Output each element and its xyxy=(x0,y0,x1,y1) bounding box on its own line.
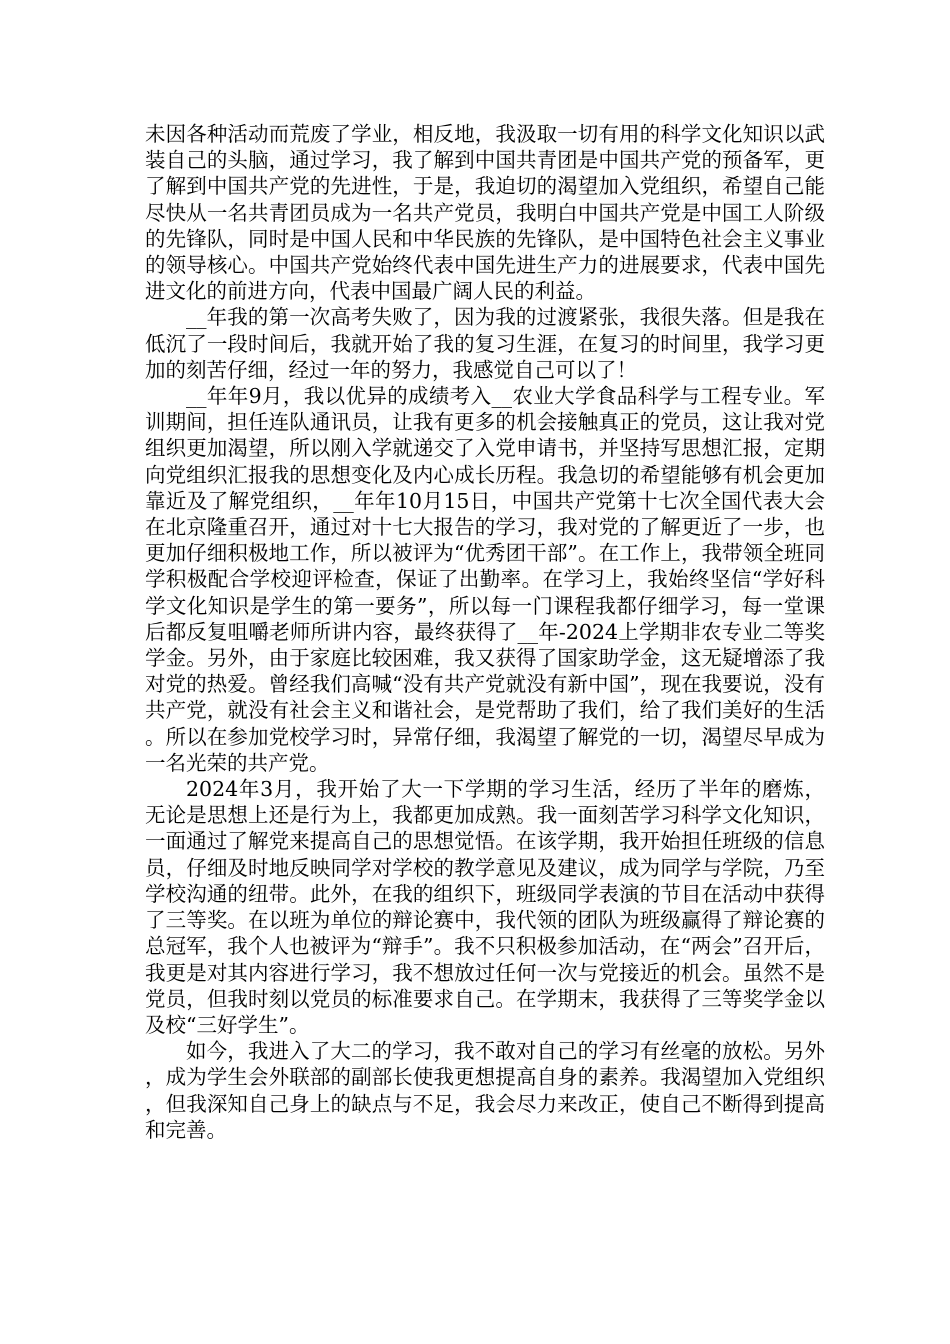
paragraph-3: __年年9月，我以优异的成绩考入__农业大学食品科学与工程专业。军训期间，担任连队通讯员，让我有更多的机会接触真正的党员，这让我对党组织更加渴望，所以刚入学就递交了入党申请书，并坚持写思想汇报，定期向党组织汇报我的思想变化及内心成长历程。我急切的希望能够有机会更加靠近及了解党组织，__年年10月15日，中国共产党第十七次全国代表大会在北京隆重召开，通过对十七大报告的学习，我对党的了解更近了一步，也更加仔细积极地工作，所以被评为“优秀团干部”。在工作上，我带领全班同学积极配合学校迎评检查，保证了出勤率。在学习上，我始终坚信“学好科学文化知识是学生的第一要务”，所以每一门课程我都仔细学习，每一堂课后都反复咀嚼老师所讲内容，最终获得了__年-2024上学期非农专业二等奖学金。另外，由于家庭比较困难，我又获得了国家助学金，这无疑增添了我对党的热爱。曾经我们高喊“没有共产党就没有新中国”，现在我要说，没有共产党，就没有社会主义和谐社会，是党帮助了我们，给了我们美好的生活。所以在参加党校学习时，异常仔细，我渴望了解党的一切，渴望尽早成为一名光荣的共产党。 xyxy=(145,384,825,775)
paragraph-5: 如今，我进入了大二的学习，我不敢对自己的学习有丝毫的放松。另外，成为学生会外联部的副部长使我更想提高自身的素养。我渴望加入党组织，但我深知自己身上的缺点与不足，我会尽力来改正，使自己不断得到提高和完善。 xyxy=(145,1039,825,1142)
paragraph-1: 未因各种活动而荒废了学业，相反地，我汲取一切有用的科学文化知识以武装自己的头脑，通过学习，我了解到中国共青团是中国共产党的预备军，更了解到中国共产党的先进性，于是，我迫切的渴望加入党组织，希望自己能尽快从一名共青团员成为一名共产党员，我明白中国共产党是中国工人阶级的先锋队，同时是中国人民和中华民族的先锋队，是中国特色社会主义事业的领导核心。中国共产党始终代表中国先进生产力的进展要求，代表中国先进文化的前进方向，代表中国最广阔人民的利益。 xyxy=(145,122,825,304)
paragraph-4: 2024年3月，我开始了大一下学期的学习生活，经历了半年的磨炼，无论是思想上还是行为上，我都更加成熟。我一面刻苦学习科学文化知识，一面通过了解党来提高自己的思想觉悟。在该学期，我开始担任班级的信息员，仔细及时地反映同学对学校的教学意见及建议，成为同学与学院，乃至学校沟通的纽带。此外，在我的组织下，班级同学表演的节目在活动中获得了三等奖。在以班为单位的辩论赛中，我代领的团队为班级赢得了辩论赛的总冠军，我个人也被评为“辩手”。我不只积极参加活动，在“两会”召开后，我更是对其内容进行学习，我不想放过任何一次与党接近的机会。虽然不是党员，但我时刻以党员的标准要求自己。在学期末，我获得了三等奖学金以及校“三好学生”。 xyxy=(145,777,825,1037)
paragraph-2: __年我的第一次高考失败了，因为我的过渡紧张，我很失落。但是我在低沉了一段时间后，我就开始了我的复习生涯，在复习的时间里，我学习更加的刻苦仔细，经过一年的努力，我感觉自己可以了！ xyxy=(145,305,825,382)
document-page xyxy=(145,121,825,1143)
